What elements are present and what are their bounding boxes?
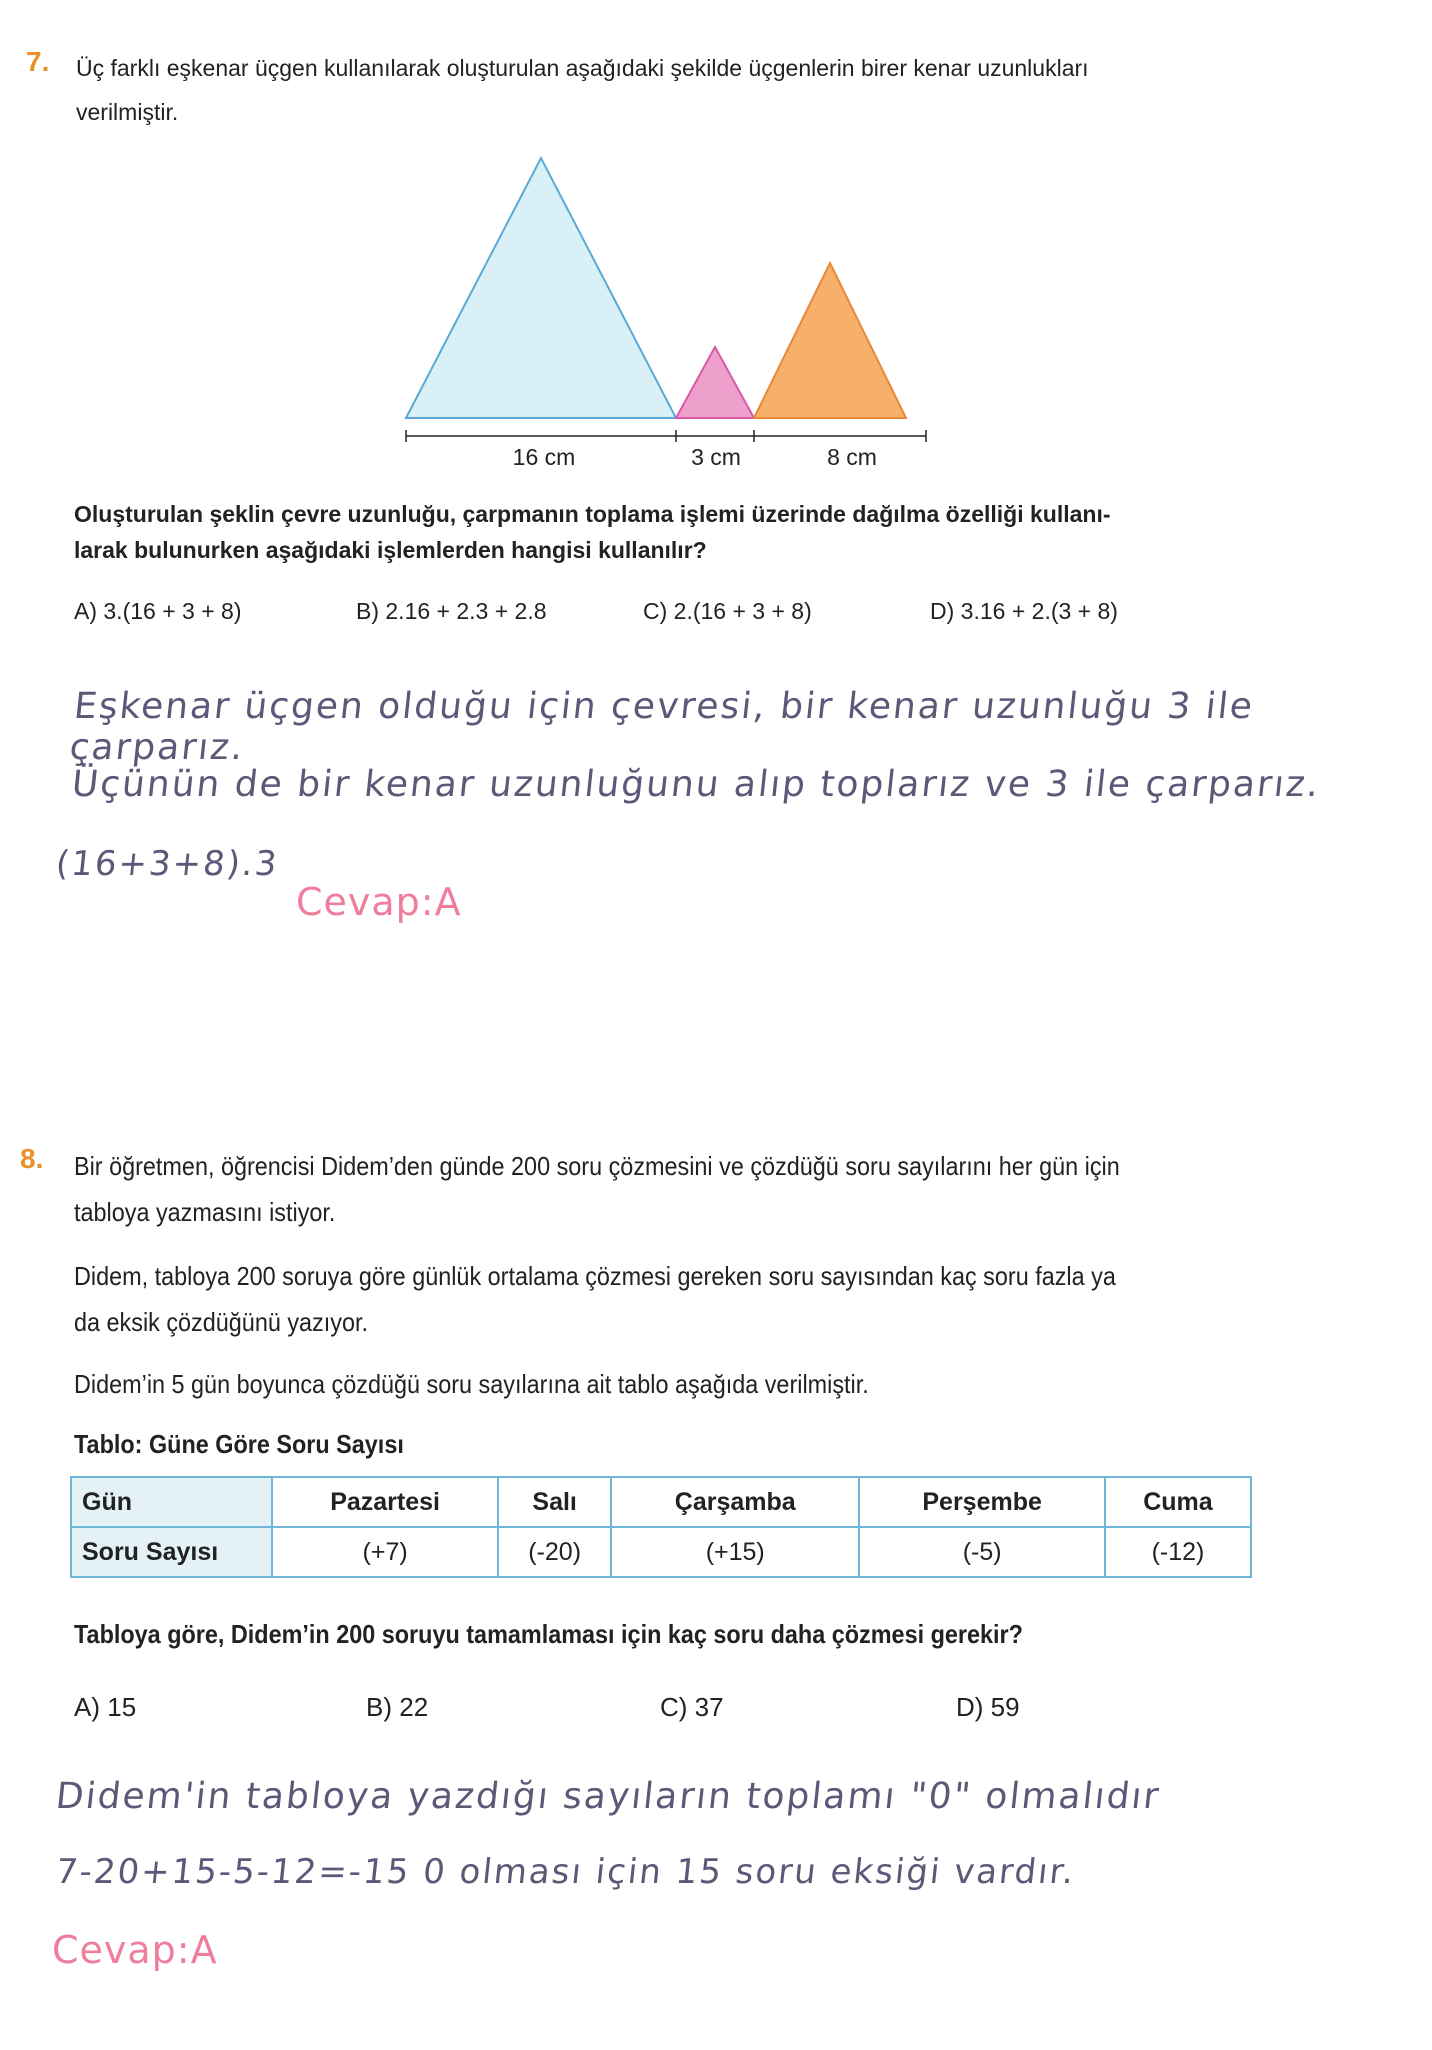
- label-16cm: 16 cm: [512, 444, 576, 470]
- triangles-figure: [380, 150, 940, 480]
- q7-handwriting-answer: Cevap:A: [296, 880, 462, 924]
- q8-option-d[interactable]: D) 59: [956, 1692, 1020, 1722]
- q7-option-c[interactable]: C) 2.(16 + 3 + 8): [643, 598, 812, 624]
- question-7-text-line2: verilmiştir.: [76, 99, 179, 125]
- table-cell-value: (+15): [611, 1527, 859, 1577]
- q7-option-b[interactable]: B) 2.16 + 2.3 + 2.8: [356, 598, 547, 624]
- q8-option-c[interactable]: C) 37: [660, 1692, 724, 1722]
- q7-handwriting-line1: Eşkenar üçgen olduğu için çevresi, bir kenar uzunluğu 3 ile çarparız.: [67, 686, 1257, 768]
- table-cell-day: Pazartesi: [272, 1477, 498, 1527]
- question-8-para2-line2: da eksik çözdüğünü yazıyor.: [74, 1307, 368, 1337]
- q7-option-d[interactable]: D) 3.16 + 2.(3 + 8): [930, 598, 1118, 624]
- q8-option-b[interactable]: B) 22: [366, 1692, 429, 1722]
- question-8-prompt: Tabloya göre, Didem’in 200 soruyu tamamlaması için kaç soru daha çözmesi gerekir?: [74, 1619, 1023, 1649]
- table-cell-day: Perşembe: [859, 1477, 1105, 1527]
- question-7-prompt-line2: larak bulunurken aşağıdaki işlemlerden hangisi kullanılır?: [74, 537, 707, 563]
- table-cell-day: Cuma: [1105, 1477, 1251, 1527]
- q8-handwriting-answer: Cevap:A: [52, 1928, 218, 1972]
- q7-option-a[interactable]: A) 3.(16 + 3 + 8): [74, 598, 242, 624]
- table-cell-value: (-20): [498, 1527, 611, 1577]
- table-cell-value: (-12): [1105, 1527, 1251, 1577]
- q8-option-a[interactable]: A) 15: [74, 1692, 137, 1722]
- table-title: Tablo: Güne Göre Soru Sayısı: [74, 1429, 404, 1459]
- q7-handwriting-line2: Üçünün de bir kenar uzunluğunu alıp toplarız ve 3 ile çarparız.: [69, 764, 1323, 805]
- table-cell-day: Çarşamba: [611, 1477, 859, 1527]
- question-7-prompt-line1: Oluşturulan şeklin çevre uzunluğu, çarpmanın toplama işlemi üzerinde dağılma özelliği kullanı-: [74, 501, 1111, 527]
- q8-handwriting-line2: 7-20+15-5-12=-15 0 olması için 15 soru eksiği vardır.: [53, 1852, 1078, 1892]
- label-8cm: 8 cm: [827, 444, 877, 470]
- q8-handwriting-line1: Didem'in tabloya yazdığı sayıların toplamı "0" olmalıdır: [53, 1776, 1163, 1817]
- label-3cm: 3 cm: [691, 444, 741, 470]
- question-8-number: 8.: [20, 1143, 44, 1174]
- medium-triangle: [754, 263, 906, 418]
- q7-handwriting-line3: (16+3+8).3: [53, 844, 281, 884]
- question-8-para3: Didem’in 5 gün boyunca çözdüğü soru sayılarına ait tablo aşağıda verilmiştir.: [74, 1369, 869, 1399]
- table-row: [71, 1477, 1251, 1527]
- question-count-table: [70, 1476, 1252, 1578]
- question-8-para2-line1: Didem, tabloya 200 soruya göre günlük ortalama çözmesi gereken soru sayısından kaç soru fazla ya: [74, 1261, 1116, 1291]
- question-7-number: 7.: [26, 46, 50, 77]
- question-7-text-line1: Üç farklı eşkenar üçgen kullanılarak oluşturulan aşağıdaki şekilde üçgenlerin birer kenar uzunlukları: [76, 55, 1089, 81]
- question-8-para1-line1: Bir öğretmen, öğrencisi Didem’den günde 200 soru çözmesini ve çözdüğü soru sayılarını her gün için: [74, 1151, 1120, 1181]
- table-row: [71, 1527, 1251, 1577]
- large-triangle: [406, 158, 676, 418]
- table-cell-value: (-5): [859, 1527, 1105, 1577]
- small-triangle: [676, 347, 754, 418]
- question-8-para1-line2: tabloya yazmasını istiyor.: [74, 1197, 336, 1227]
- table-header-count: Soru Sayısı: [71, 1527, 272, 1577]
- table-cell-day: Salı: [498, 1477, 611, 1527]
- table-header-day: Gün: [71, 1477, 272, 1527]
- table-cell-value: (+7): [272, 1527, 498, 1577]
